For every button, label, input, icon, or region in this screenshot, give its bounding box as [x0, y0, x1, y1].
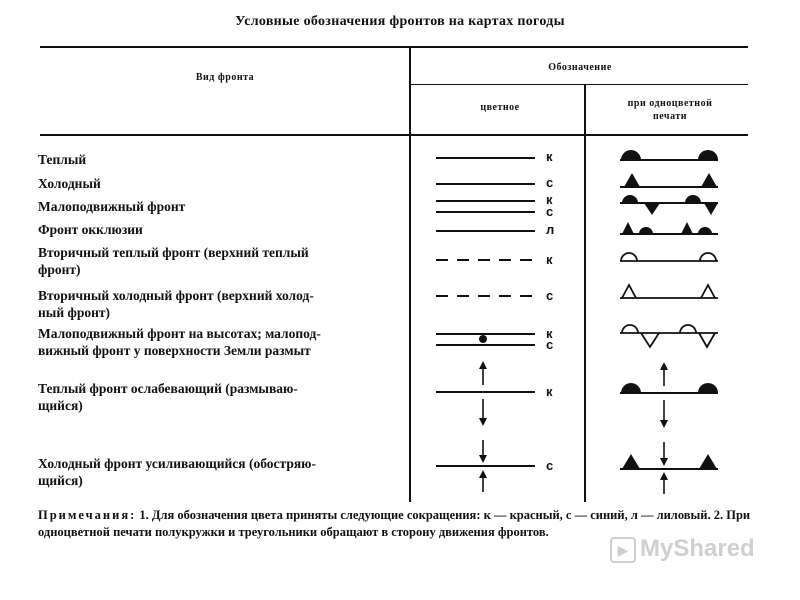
code-cold: с — [546, 175, 554, 190]
mono-stationary-triangle — [644, 203, 660, 215]
code-secondary-cold: с — [546, 288, 554, 303]
page-title: Условные обозначения фронтов на картах погоды — [235, 14, 565, 29]
row-label-frontogenesis-1: Холодный фронт усиливающийся (обостряю- — [38, 456, 316, 471]
row-label-secondary-warm-1: Вторичный теплый фронт (верхний теплый — [38, 245, 309, 260]
code-occlusion: л — [546, 222, 555, 237]
mono-upper-triangle — [699, 333, 715, 347]
mono-frontogenesis-triangle — [699, 454, 717, 469]
code-warm: к — [546, 149, 553, 164]
row-label-upper-stationary-1: Малоподвижный фронт на высотах; малопод- — [38, 326, 321, 341]
mono-secondary-cold-triangle — [701, 285, 715, 298]
mono-occlusion-triangle — [681, 222, 693, 234]
mono-cold-triangle — [701, 173, 717, 187]
mono-frontogenesis-triangle — [622, 454, 640, 469]
mono-stationary-triangle — [704, 203, 718, 215]
row-label-frontolysis-2: щийся) — [38, 398, 83, 413]
code-frontolysis: к — [546, 384, 553, 399]
mono-warm-semicircle — [621, 150, 641, 160]
row-label-frontolysis-1: Теплый фронт ослабевающий (размываю- — [38, 381, 298, 396]
mono-frontolysis-semicircle — [698, 383, 718, 393]
watermark-icon: ▶ — [610, 537, 636, 563]
header-mono-line1: при одноцветной — [627, 98, 713, 109]
mono-upper-semicircle — [680, 325, 696, 333]
mono-occlusion-semicircle — [639, 227, 653, 234]
mono-secondary-warm-semicircle — [700, 253, 716, 261]
watermark — [610, 535, 755, 563]
footnote-text: 1. Для обозначения цвета приняты следующие сокращения: к — красный, с — синий, л — лиловый. 2. При одноцветной печати полукружки и треугольники обращают в сторону движения фронтов. — [38, 508, 751, 539]
mono-cold-triangle — [624, 173, 640, 187]
code-frontogenesis: с — [546, 458, 554, 473]
header-mono-line2: печати — [652, 111, 687, 122]
row-label-secondary-warm-2: фронт) — [38, 262, 81, 277]
code-stationary-warm: к — [546, 192, 553, 207]
row-label-upper-stationary-2: вижный фронт у поверхности Земли размыт — [38, 343, 311, 358]
row-label-occlusion: Фронт окклюзии — [38, 222, 143, 237]
row-label-secondary-cold-2: ный фронт) — [38, 305, 110, 320]
row-label-frontogenesis-2: щийся) — [38, 473, 83, 488]
code-secondary-warm: к — [546, 252, 553, 267]
row-label-cold: Холодный — [38, 176, 101, 191]
row-label-warm: Теплый — [38, 152, 87, 167]
header-designation: Обозначение — [548, 62, 612, 73]
row-label-stationary: Малоподвижный фронт — [38, 199, 186, 214]
footnote-prefix: Примечания: — [38, 508, 137, 522]
mono-secondary-cold-triangle — [622, 285, 636, 298]
header-color: цветное — [480, 102, 520, 113]
mono-occlusion-triangle — [622, 222, 634, 234]
row-label-secondary-cold-1: Вторичный холодный фронт (верхний холод- — [38, 288, 314, 303]
mono-frontolysis-semicircle — [621, 383, 641, 393]
watermark-text: MyShared — [640, 535, 755, 562]
color-upper-dot — [479, 335, 487, 343]
code-upper-warm: к — [546, 326, 553, 341]
code-stationary-cold: с — [546, 204, 554, 219]
mono-stationary-semicircle — [685, 195, 701, 203]
header-front-type: Вид фронта — [195, 72, 255, 83]
mono-stationary-semicircle — [622, 195, 638, 203]
mono-occlusion-semicircle — [698, 227, 712, 234]
mono-upper-semicircle — [622, 325, 638, 333]
mono-secondary-warm-semicircle — [621, 253, 637, 261]
mono-warm-semicircle — [698, 150, 718, 160]
mono-upper-triangle — [641, 333, 659, 347]
code-upper-cold: с — [546, 337, 554, 352]
